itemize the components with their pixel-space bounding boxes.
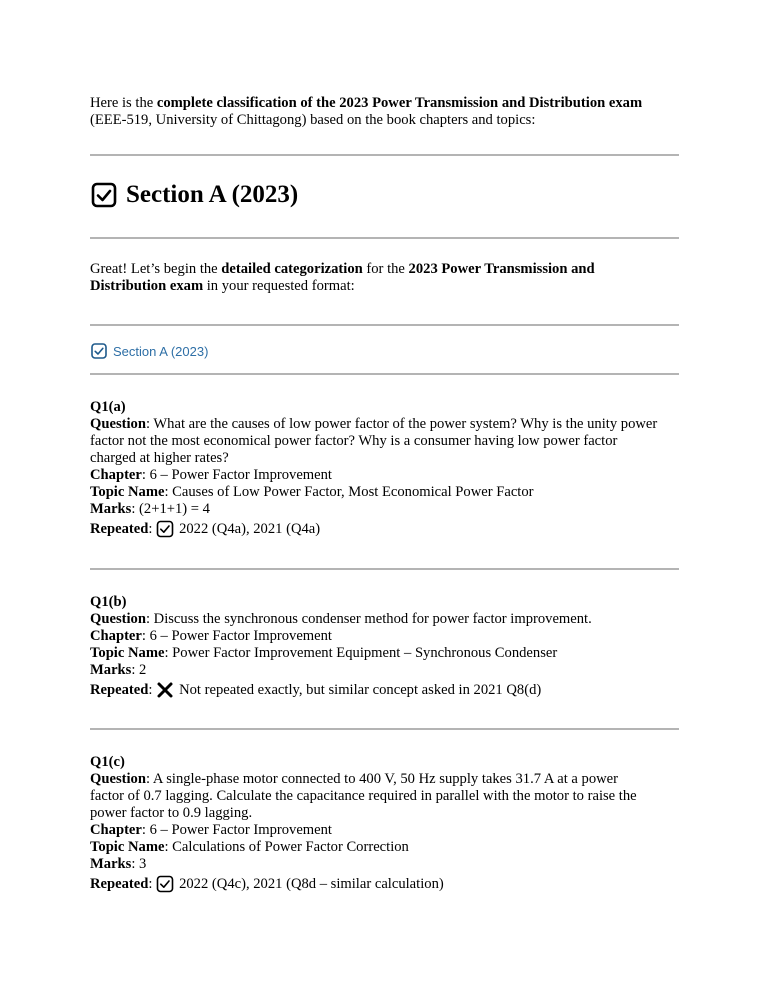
check-box-icon	[90, 181, 118, 209]
marks-label: Marks	[90, 662, 132, 678]
intro-paragraph-2	[90, 261, 680, 295]
question-text: : A single-phase motor connected to 400 V, 50 Hz supply takes 31.7 A at a power	[145, 771, 619, 787]
check-box-icon	[156, 520, 174, 538]
marks-label: Marks	[90, 856, 132, 872]
question-block: Q1(c) Question: A single-phase motor connected to 400 V, 50 Hz supply takes 31.7 A at a power factor of 0.7 lagging. Calculate the capacitance required in parallel with the motor to raise the power factor to 0.9 lagging. Chapter: 6 – Power Factor Improvement Topic Name: Calculations of Power Factor Correction Marks: 3 Repeated : 2022 (Q4c), 2021 (Q8d – similar calculation)	[90, 754, 680, 893]
question-block: Q1(b) Question: Discuss the synchronous condenser method for power factor improvement. Chapter: 6 – Power Factor Improvement Topic Name: Power Factor Improvement Equipment – Synchronous Condenser Marks: 2 Repeated : Not repeated exactly, but similar concept asked in 2021 Q8(d)	[90, 594, 680, 699]
marks-value: : (2+1+1) = 4	[131, 501, 210, 517]
cross-icon	[156, 681, 174, 699]
chapter-label: Chapter	[90, 467, 142, 483]
question-text: : Discuss the synchronous condenser method for power factor improvement.	[145, 611, 592, 627]
intro-rest: (EEE-519, University of Chittagong) based on the book chapters and topics:	[90, 112, 536, 128]
marks-label: Marks	[90, 501, 132, 517]
para2-bold1: detailed categorization	[221, 261, 363, 277]
topic-label: Topic Name	[90, 839, 165, 855]
topic-value: : Power Factor Improvement Equipment – Synchronous Condenser	[164, 645, 558, 661]
repeated-value: Not repeated exactly, but similar concept asked in 2021 Q8(d)	[179, 681, 542, 698]
divider	[90, 373, 679, 375]
question-label: Question	[90, 416, 146, 432]
divider	[90, 237, 679, 239]
divider	[90, 154, 679, 156]
question-label: Question	[90, 771, 146, 787]
question-text: : What are the causes of low power factor of the power system? Why is the unity power	[145, 416, 658, 432]
repeated-value: 2022 (Q4c), 2021 (Q8d – similar calculation)	[179, 875, 444, 892]
topic-value: : Causes of Low Power Factor, Most Economical Power Factor	[164, 484, 534, 500]
para2-pre: Great! Let’s begin the	[90, 261, 222, 277]
check-box-icon	[156, 875, 174, 893]
check-box-icon	[90, 342, 108, 360]
para2-mid: for the	[362, 261, 409, 277]
section-heading-main	[90, 180, 680, 210]
repeated-label: Repeated	[90, 520, 149, 537]
section-heading-small-text: Section A (2023)	[113, 343, 209, 359]
para2-rest: in your requested format:	[203, 278, 355, 294]
intro-bold: complete classification of the 2023 Power Transmission and Distribution exam	[156, 95, 643, 111]
question-text: power factor to 0.9 lagging.	[90, 805, 253, 821]
repeated-value: 2022 (Q4a), 2021 (Q4a)	[179, 520, 321, 537]
question-text: factor not the most economical power factor? Why is a consumer having low power factor	[90, 433, 618, 449]
section-heading-text: Section A (2023)	[126, 181, 299, 208]
question-text: factor of 0.7 lagging. Calculate the capacitance required in parallel with the motor to raise the	[90, 788, 637, 804]
marks-value: : 3	[131, 856, 147, 872]
chapter-label: Chapter	[90, 822, 142, 838]
chapter-value: : 6 – Power Factor Improvement	[141, 822, 332, 838]
marks-value: : 2	[131, 662, 147, 678]
intro-paragraph	[90, 95, 680, 129]
question-id: Q1(b)	[90, 594, 127, 610]
divider	[90, 568, 679, 570]
question-id: Q1(a)	[90, 399, 126, 415]
divider	[90, 324, 679, 326]
para2-bold2a: 2023 Power Transmission and	[408, 261, 595, 277]
section-heading-small	[90, 342, 680, 360]
question-label: Question	[90, 611, 146, 627]
topic-label: Topic Name	[90, 484, 165, 500]
question-block: Q1(a) Question: What are the causes of low power factor of the power system? Why is the unity power factor not the most economical power factor? Why is a consumer having low power factor charged at higher rates? Chapter: 6 – Power Factor Improvement Topic Name: Causes of Low Power Factor, Most Economical Power Factor Marks: (2+1+1) = 4 Repeated : 2022 (Q4a), 2021 (Q4a)	[90, 399, 680, 538]
repeated-label: Repeated	[90, 681, 149, 698]
para2-bold2b: Distribution exam	[90, 278, 204, 294]
chapter-label: Chapter	[90, 628, 142, 644]
topic-label: Topic Name	[90, 645, 165, 661]
intro-pre: Here is the	[90, 95, 157, 111]
question-id: Q1(c)	[90, 754, 125, 770]
chapter-value: : 6 – Power Factor Improvement	[141, 628, 332, 644]
repeated-label: Repeated	[90, 875, 149, 892]
divider	[90, 728, 679, 730]
topic-value: : Calculations of Power Factor Correction	[164, 839, 409, 855]
question-text: charged at higher rates?	[90, 450, 229, 466]
chapter-value: : 6 – Power Factor Improvement	[141, 467, 332, 483]
